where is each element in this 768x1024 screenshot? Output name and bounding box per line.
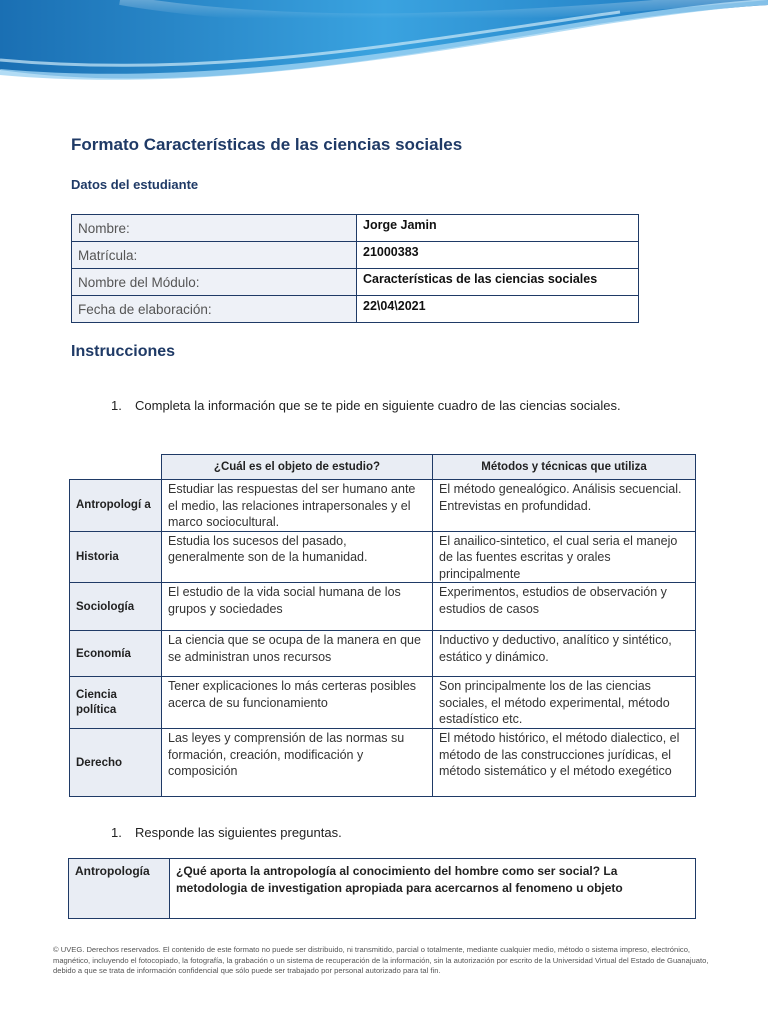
questions-table (68, 858, 696, 919)
student-section-heading: Datos del estudiante (71, 177, 199, 192)
area-cell: Derecho (70, 729, 162, 797)
copyright-footer: © UVEG. Derechos reservados. El contenido de este formato no puede ser distribuido, ni transmitido, parcial o totalmente, mediante cualquier medio, método o sistema impreso, electrónico, magnético, incluyendo el fotocopiado, la fotografía, la grabación o un sistema de recuperación de la información, sin la autorización por escrito de la Universidad Virtual del Estado de Guanajuato, debido a que se trata de información confidencial que sólo puede ser trabajado por personal autorizado para tal fin. (53, 945, 709, 975)
sciences-table (69, 454, 696, 797)
area-cell: Ciencia política (70, 677, 162, 729)
field-value-matricula[interactable]: 21000383 (357, 242, 639, 269)
student-row-modulo (72, 269, 639, 296)
metodos-cell[interactable]: El método genealógico. Análisis secuencial. Entrevistas en profundidad. (433, 480, 696, 532)
document-title: Formato Características de las ciencias sociales (71, 135, 463, 154)
question-cell[interactable]: ¿Qué aporta la antropología al conocimiento del hombre como ser social? La metodologia de investigation apropiada para acercarnos al fenomeno u objeto (170, 859, 696, 919)
instruction-text: Completa la información que se te pide en siguiente cuadro de las ciencias sociales. (135, 398, 621, 413)
field-label: Nombre: (72, 215, 357, 242)
instruction-2 (111, 825, 342, 840)
header-banner (0, 0, 768, 98)
field-label: Matrícula: (72, 242, 357, 269)
table-row (70, 677, 696, 729)
table-row (70, 631, 696, 677)
area-cell: Historia (70, 531, 162, 583)
instruction-number: 1. (111, 398, 122, 413)
metodos-cell[interactable]: El método histórico, el método dialectico, el método de las construcciones jurídicas, el método sistemático y el método exegético (433, 729, 696, 797)
field-value-fecha[interactable]: 22\04\2021 (357, 296, 639, 323)
field-value-modulo[interactable]: Características de las ciencias sociales (357, 269, 639, 296)
field-label: Fecha de elaboración: (72, 296, 357, 323)
student-row-nombre (72, 215, 639, 242)
objeto-cell[interactable]: Estudiar las respuestas del ser humano ante el medio, las relaciones intrapersonales y el marco sociocultural. (162, 480, 433, 532)
table-row (69, 859, 696, 919)
objeto-cell[interactable]: Estudia los sucesos del pasado, generalmente son de la humanidad. (162, 531, 433, 583)
header-empty-cell (70, 455, 162, 480)
area-cell: Sociología (70, 583, 162, 631)
instructions-heading: Instrucciones (71, 343, 176, 360)
area-cell: Antropologí a (70, 480, 162, 532)
instruction-number: 1. (111, 825, 122, 840)
area-cell: Economía (70, 631, 162, 677)
instruction-text: Responde las siguientes preguntas. (135, 825, 342, 840)
objeto-cell[interactable]: El estudio de la vida social humana de los grupos y sociedades (162, 583, 433, 631)
instruction-1 (111, 398, 621, 413)
student-row-matricula (72, 242, 639, 269)
header-objeto: ¿Cuál es el objeto de estudio? (162, 455, 433, 480)
field-label: Nombre del Módulo: (72, 269, 357, 296)
objeto-cell[interactable]: La ciencia que se ocupa de la manera en que se administran unos recursos (162, 631, 433, 677)
student-info-table (71, 214, 639, 323)
table-row (70, 583, 696, 631)
objeto-cell[interactable]: Tener explicaciones lo más certeras posibles acerca de su funcionamiento (162, 677, 433, 729)
metodos-cell[interactable]: Son principalmente los de las ciencias sociales, el método experimental, método estadístico etc. (433, 677, 696, 729)
table-row (70, 531, 696, 583)
table-header-row (70, 455, 696, 480)
objeto-cell[interactable]: Las leyes y comprensión de las normas su formación, creación, modificación y composición (162, 729, 433, 797)
table-row (70, 480, 696, 532)
header-metodos: Métodos y técnicas que utiliza (433, 455, 696, 480)
field-value-nombre[interactable]: Jorge Jamin (357, 215, 639, 242)
metodos-cell[interactable]: El anailico-sintetico, el cual seria el manejo de las fuentes escritas y orales principalmente (433, 531, 696, 583)
table-row (70, 729, 696, 797)
question-area-cell: Antropología (69, 859, 170, 919)
metodos-cell[interactable]: Inductivo y deductivo, analítico y sintético, estático y dinámico. (433, 631, 696, 677)
student-row-fecha (72, 296, 639, 323)
metodos-cell[interactable]: Experimentos, estudios de observación y estudios de casos (433, 583, 696, 631)
